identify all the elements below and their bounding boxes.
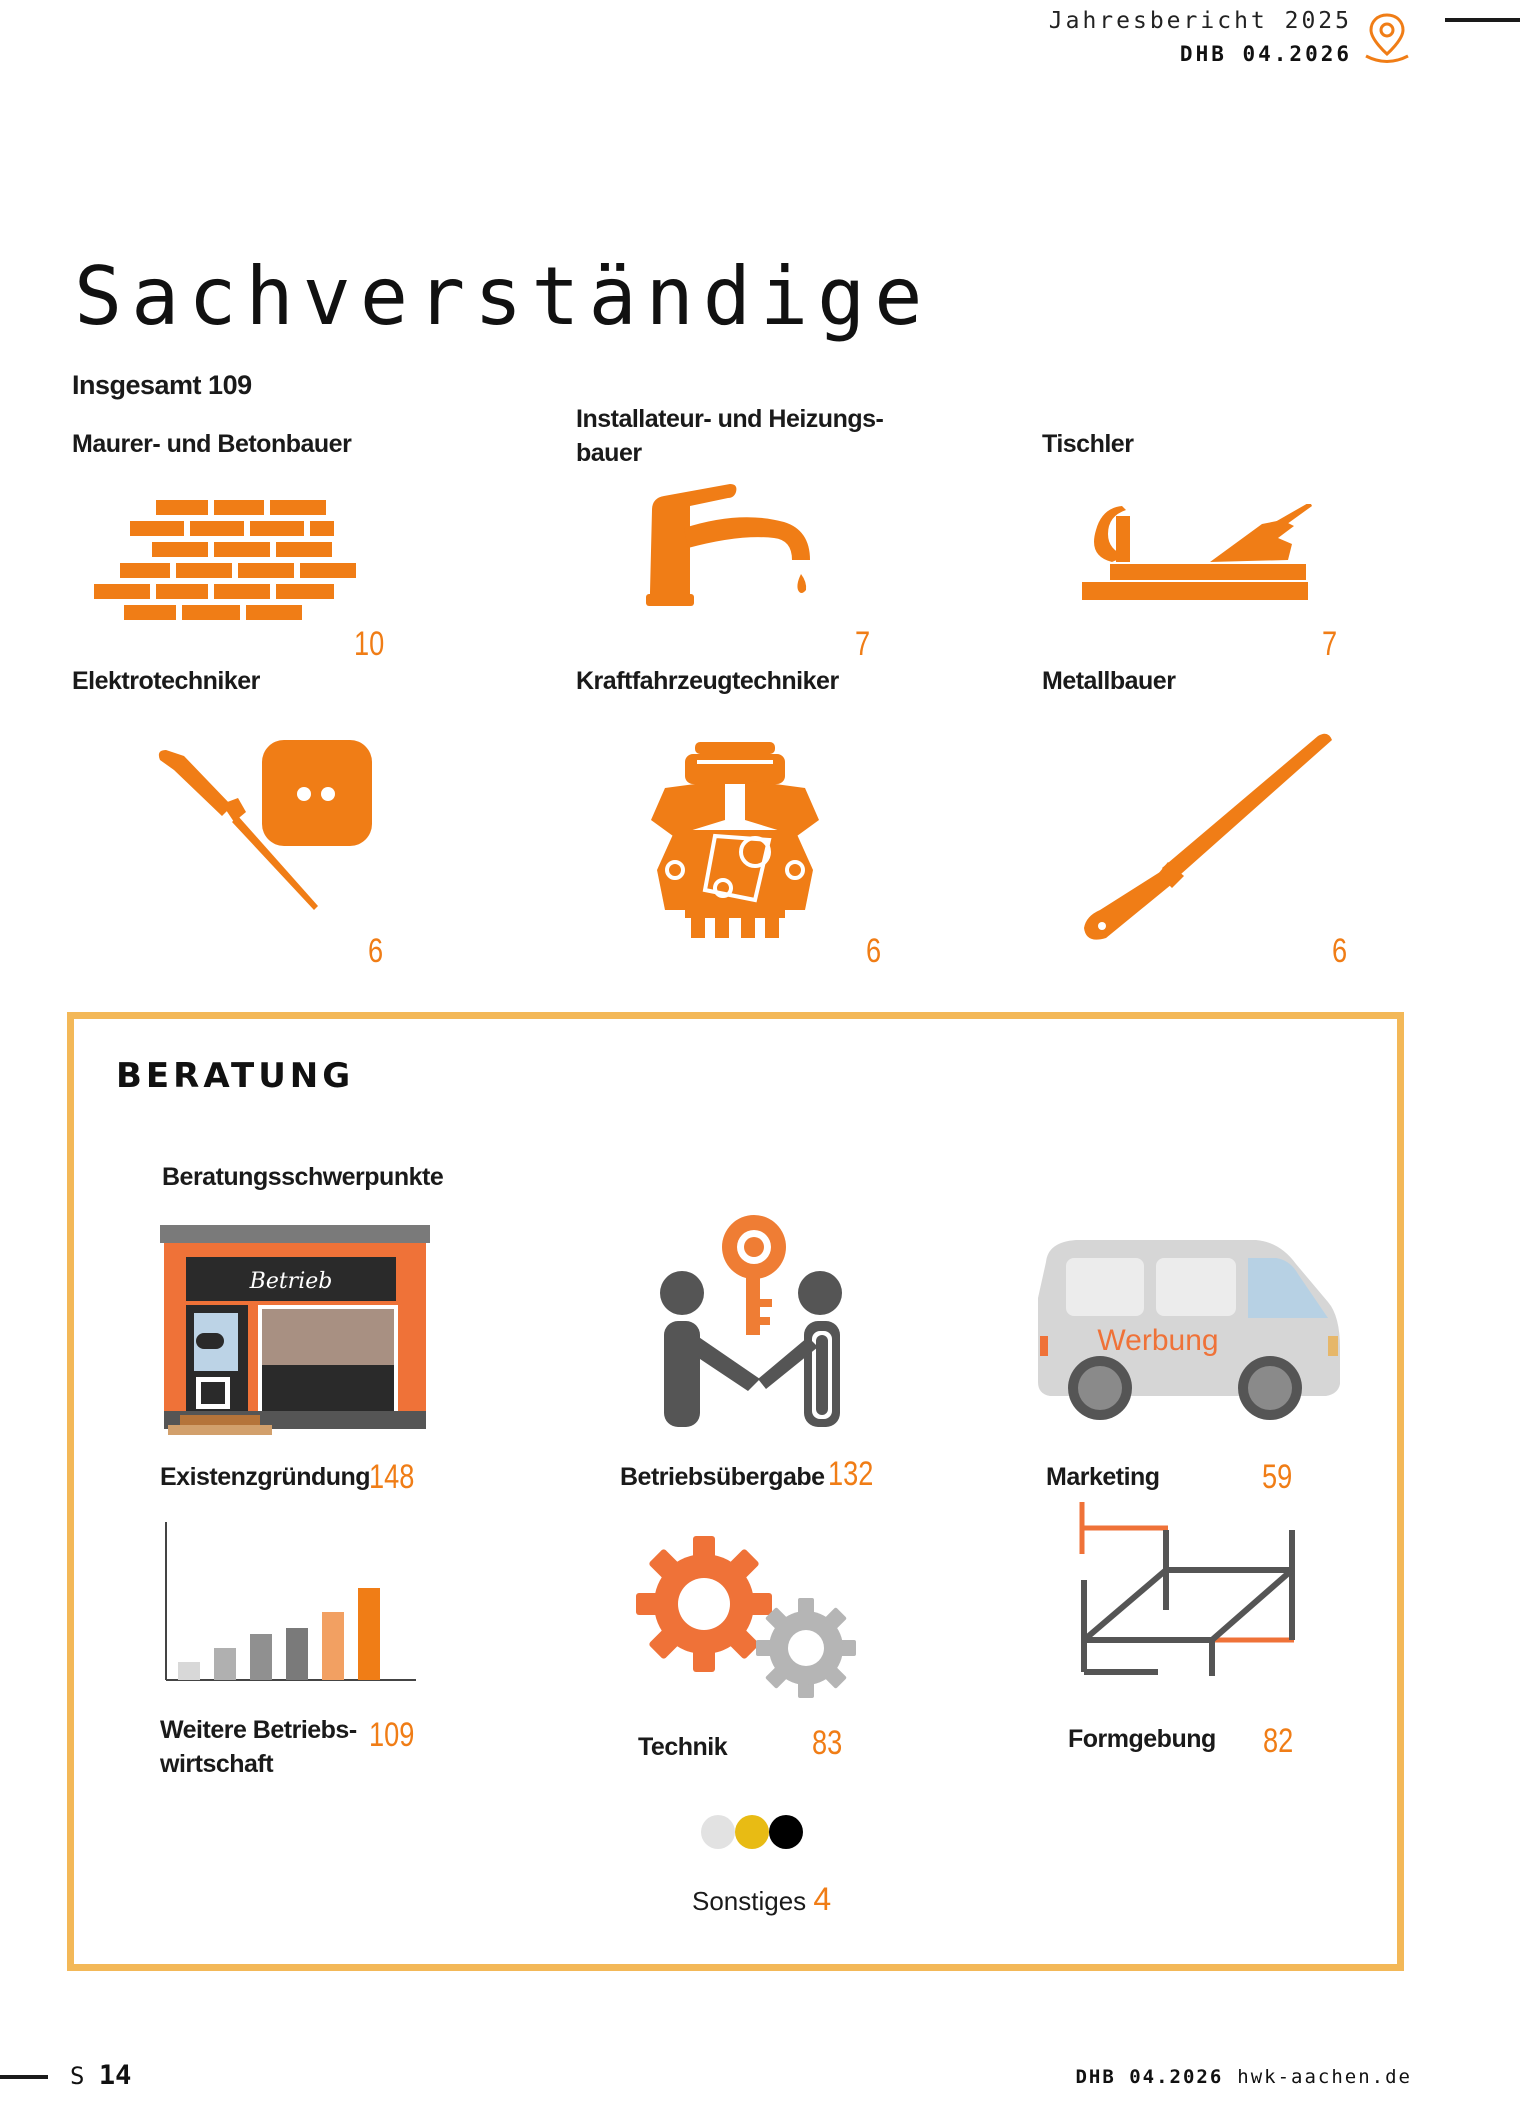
beratung-label-marketing: Marketing <box>1046 1463 1160 1491</box>
expert-label-elektro: Elektrotechniker <box>72 667 260 695</box>
beratung-count-marketing: 59 <box>1262 1458 1293 1496</box>
sonstiges-count: 4 <box>813 1881 832 1917</box>
expert-count-metallbauer: 6 <box>1332 932 1348 970</box>
expert-label-kfz: Kraftfahrzeugtechniker <box>576 667 839 695</box>
total-count: Insgesamt 109 <box>72 370 252 400</box>
page-number-value: 14 <box>98 2060 132 2091</box>
footer-issue: DHB 04.2026 <box>1075 2066 1224 2088</box>
label-line-2: wirtschaft <box>160 1750 274 1778</box>
beratung-label-technik: Technik <box>638 1733 728 1761</box>
location-pin-icon <box>1362 12 1412 64</box>
beratung-count-weitere: 109 <box>369 1716 415 1754</box>
label-line-2: bauer <box>576 439 642 467</box>
brick-wall-icon <box>94 498 362 624</box>
beratung-subtitle: Beratungsschwerpunkte <box>162 1163 444 1191</box>
frame-construction-icon <box>1076 1500 1302 1690</box>
beratung-label-uebergabe: Betriebsübergabe <box>620 1463 825 1491</box>
expert-count-tischler: 7 <box>1322 625 1338 663</box>
beratung-label-formgebung: Formgebung <box>1068 1725 1216 1753</box>
faucet-icon <box>644 482 818 614</box>
expert-label-installateur <box>576 402 883 470</box>
footer-info <box>1075 2066 1412 2088</box>
expert-count-elektro: 6 <box>368 932 384 970</box>
page-prefix: S <box>70 2062 85 2090</box>
beratung-count-formgebung: 82 <box>1263 1722 1294 1760</box>
label-line-1: Installateur- und Heizungs- <box>576 405 884 433</box>
expert-label-maurer: Maurer- und Betonbauer <box>72 430 352 458</box>
sonstiges-row <box>692 1882 831 1918</box>
footer-rule <box>0 2075 48 2079</box>
expert-label-metallbauer: Metallbauer <box>1042 667 1176 695</box>
page-title: Sachverständige <box>74 250 932 343</box>
beratung-count-technik: 83 <box>812 1724 843 1762</box>
beratung-label-weitere <box>160 1713 357 1781</box>
header-rule <box>1445 18 1520 22</box>
bar-chart-icon <box>162 1522 418 1684</box>
expert-count-maurer: 10 <box>354 625 385 663</box>
expert-label-tischler: Tischler <box>1042 430 1134 458</box>
file-tool-icon <box>1080 732 1336 942</box>
issue-label: DHB 04.2026 <box>1179 42 1352 66</box>
sonstiges-label: Sonstiges <box>692 1886 807 1916</box>
shop-sign-text: Betrieb <box>249 1269 333 1294</box>
shopfront-icon <box>158 1225 432 1435</box>
report-title: Jahresbericht 2025 <box>1048 8 1352 34</box>
van-text: Werbung <box>1097 1324 1219 1357</box>
page-number <box>70 2060 131 2091</box>
van-icon <box>1036 1238 1342 1426</box>
engine-icon <box>645 740 825 940</box>
gears-icon <box>636 1536 862 1706</box>
hand-plane-icon <box>1082 504 1312 604</box>
label-line-1: Weitere Betriebs- <box>160 1716 357 1744</box>
beratung-title: BERATUNG <box>116 1056 355 1096</box>
footer-site[interactable]: hwk-aachen.de <box>1237 2066 1412 2088</box>
colored-dots-icon <box>700 1813 806 1851</box>
key-handshake-icon <box>660 1213 850 1431</box>
beratung-label-existenz: Existenzgründung <box>160 1463 371 1491</box>
expert-count-kfz: 6 <box>866 932 882 970</box>
beratung-count-existenz: 148 <box>369 1458 415 1496</box>
screwdriver-socket-icon <box>158 736 376 914</box>
beratung-count-uebergabe: 132 <box>828 1455 874 1493</box>
expert-count-installateur: 7 <box>855 625 871 663</box>
